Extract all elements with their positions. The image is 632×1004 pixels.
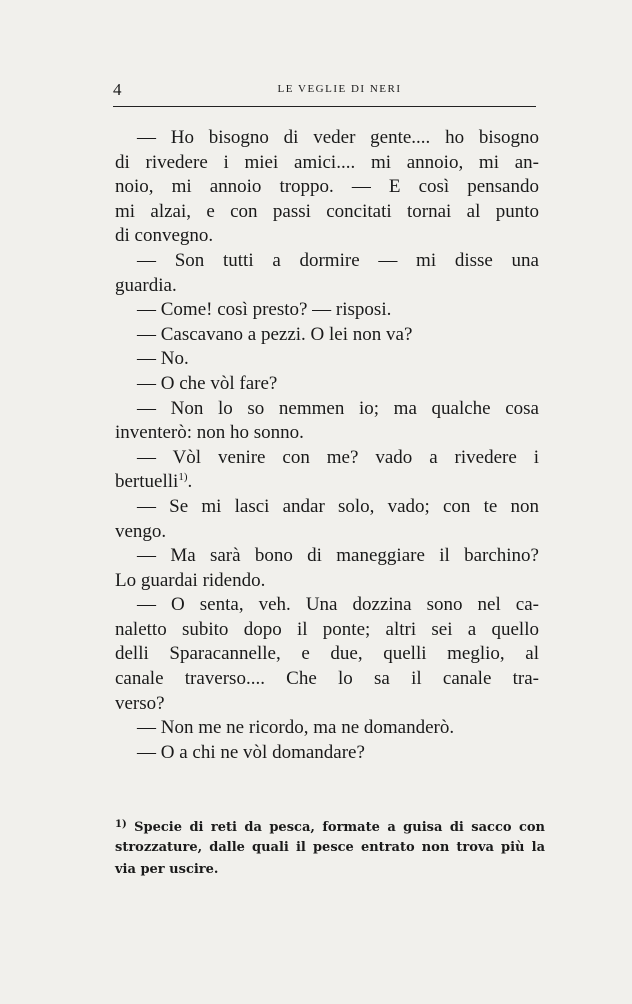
text-line: — Son tutti a dormire — mi disse una (137, 249, 539, 271)
text-fragment: . (187, 471, 193, 493)
text-line: — Vòl venire con me? vado a rivedere i (137, 446, 539, 468)
footnote-reference[interactable]: 1) (178, 471, 188, 484)
text-line: guardia. (115, 274, 177, 296)
text-line: — Non lo so nemmen io; ma qualche cosa (137, 397, 539, 419)
text-line: — O che vòl fare? (137, 372, 278, 394)
header-rule (113, 106, 536, 107)
text-line: — O senta, veh. Una dozzina sono nel ca- (137, 594, 539, 616)
text-line: di convegno. (115, 225, 214, 247)
text-fragment: bertuelli (115, 471, 179, 493)
footnote-line: via per uscire. (115, 862, 219, 877)
text-line: — Ma sarà bono di maneggiare il barchino? (137, 545, 539, 567)
running-title: LE VEGLIE DI NERI (277, 83, 402, 95)
text-line: — Ho bisogno di veder gente.... ho bisogno (137, 127, 539, 148)
text-line: — O a chi ne vòl domandare? (137, 741, 365, 763)
text-line: mi alzai, e con passi concitati tornai al punto (115, 200, 539, 222)
text-line: canale traverso.... Che lo sa il canale tra- (115, 668, 539, 690)
footnote-text: Specie di reti da pesca, formate a guisa di sacco con (134, 820, 545, 835)
footnote-line: strozzature, dalle quali il pesce entrato non trova più la (115, 839, 545, 855)
text-line: Lo guardai ridendo. (115, 569, 266, 591)
footnote-mark: 1) (115, 819, 127, 830)
page-header (113, 80, 536, 104)
text-line: — Non me ne ricordo, ma ne domanderò. (137, 717, 455, 739)
text-line-with-footnote (115, 470, 539, 495)
text-line: — Se mi lasci andar solo, vado; con te non (137, 495, 539, 517)
text-line: — Come! così presto? — risposi. (137, 299, 392, 321)
text-line: vengo. (115, 520, 167, 542)
text-line: naletto subito dopo il ponte; altri sei a quello (115, 618, 539, 640)
footnote-line (115, 814, 545, 837)
page-number: 4 (113, 80, 122, 99)
text-line: inventerò: non ho sonno. (115, 422, 304, 444)
text-line: — No. (137, 348, 189, 370)
text-line: — Cascavano a pezzi. O lei non va? (137, 323, 413, 345)
text-line: noio, mi annoio troppo. — E così pensando (115, 176, 539, 198)
text-line: di rivedere i miei amici.... mi annoio, mi an- (115, 151, 539, 173)
text-line: verso? (115, 692, 165, 714)
text-line: delli Sparacannelle, e due, quelli meglio, al (115, 643, 539, 665)
body-text (115, 126, 539, 765)
footnote (115, 814, 545, 882)
